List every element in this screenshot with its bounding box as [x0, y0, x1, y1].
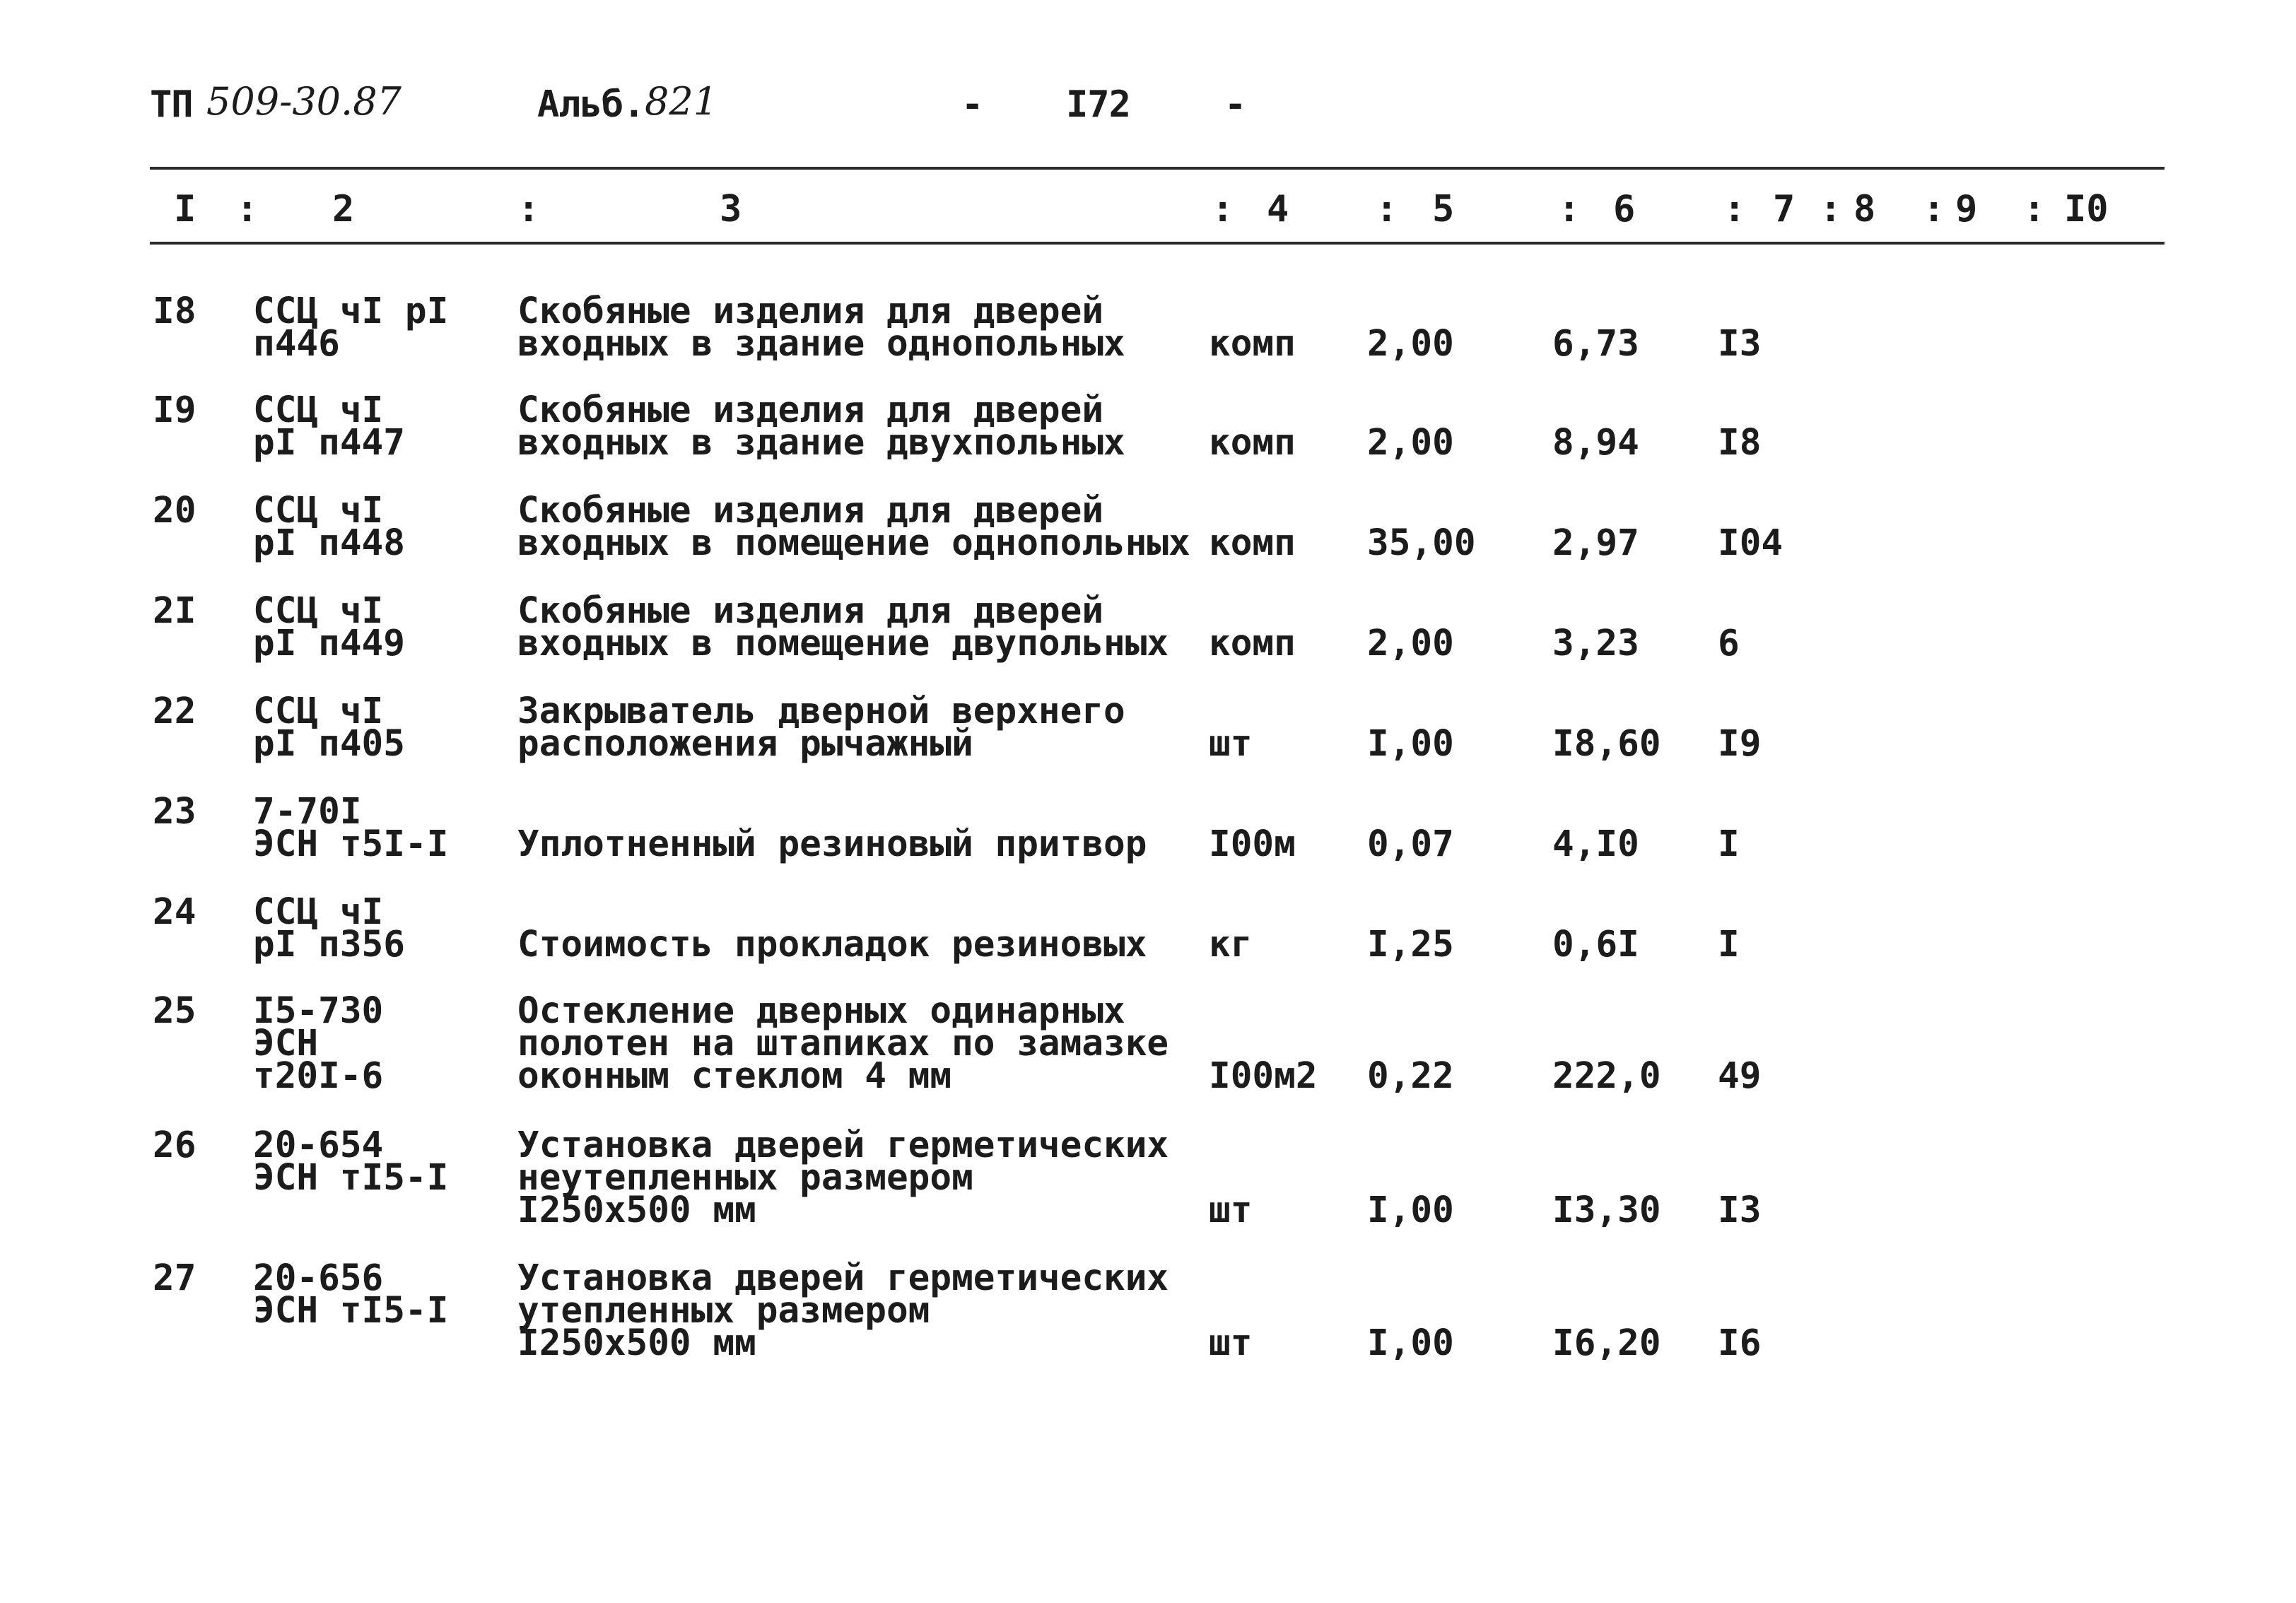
- row-quantity: 2,00: [1367, 422, 1454, 464]
- tp-number: 509-30.87: [206, 79, 402, 124]
- row-unit-price: 4,I0: [1552, 823, 1639, 865]
- row-quantity: I,00: [1367, 1190, 1454, 1231]
- row-total-cost: I3: [1718, 1190, 1762, 1231]
- header-rule-bottom: [150, 242, 2165, 245]
- table-row: [0, 891, 2296, 965]
- row-code: ССЦ чI pI п356: [253, 891, 405, 965]
- row-code: ССЦ чI pI п448: [253, 490, 405, 564]
- table-row: [0, 791, 2296, 865]
- row-code: 20-654 ЭСН тI5-I: [253, 1125, 449, 1199]
- column-separator: :: [1820, 188, 1842, 230]
- row-total-cost: I04: [1718, 522, 1784, 564]
- row-unit-price: I8,60: [1552, 723, 1661, 765]
- table-row: [0, 490, 2296, 564]
- row-code: ССЦ чI pI п446: [253, 290, 449, 365]
- row-name: Установка дверей герметических утепленных размером I250х500 мм: [517, 1257, 1169, 1364]
- table-row: [0, 389, 2296, 464]
- row-unit: комп: [1209, 623, 1296, 664]
- tp-prefix: ТП: [150, 83, 193, 126]
- row-code: ССЦ чI pI п449: [253, 590, 405, 664]
- row-total-cost: I8: [1718, 422, 1762, 464]
- column-separator: :: [1212, 188, 1234, 230]
- row-unit: шт: [1209, 723, 1253, 765]
- row-total-cost: 6: [1718, 623, 1740, 664]
- row-unit: комп: [1209, 323, 1296, 365]
- row-unit-price: 8,94: [1552, 422, 1639, 464]
- row-code: 7-70I ЭСН т5I-I: [253, 791, 449, 865]
- row-number: I8: [153, 290, 197, 332]
- column-label: 2: [332, 188, 355, 230]
- row-quantity: 2,00: [1367, 623, 1454, 664]
- row-total-cost: I6: [1718, 1322, 1762, 1364]
- row-number: 25: [153, 990, 197, 1032]
- column-label: I0: [2064, 188, 2109, 230]
- row-total-cost: 49: [1718, 1055, 1762, 1097]
- row-unit: шт: [1209, 1322, 1253, 1364]
- row-name: Уплотненный резиновый притвор: [517, 823, 1147, 865]
- column-separator: :: [1558, 188, 1581, 230]
- row-name: Скобяные изделия для дверей входных в помещение однопольных: [517, 490, 1190, 564]
- page-number: I72: [1066, 83, 1130, 126]
- row-total-cost: I3: [1718, 323, 1762, 365]
- dash-right: -: [1224, 83, 1246, 126]
- column-label: 8: [1853, 188, 1876, 230]
- row-number: 27: [153, 1257, 197, 1299]
- row-name: Остекление дверных одинарных полотен на штапиках по замазке оконным стеклом 4 мм: [517, 990, 1169, 1097]
- row-unit-price: 2,97: [1552, 522, 1639, 564]
- row-code: ССЦ чI pI п405: [253, 691, 405, 765]
- column-label: 7: [1773, 188, 1796, 230]
- row-name: Установка дверей герметических неутепленных размером I250х500 мм: [517, 1125, 1169, 1231]
- album-number: 821: [645, 79, 718, 124]
- row-unit: комп: [1209, 422, 1296, 464]
- dash-left: -: [961, 83, 983, 126]
- row-name: Стоимость прокладок резиновых: [517, 924, 1147, 965]
- row-unit-price: 6,73: [1552, 323, 1639, 365]
- row-total-cost: I: [1718, 823, 1740, 865]
- row-number: I9: [153, 389, 197, 431]
- row-unit-price: 222,0: [1552, 1055, 1661, 1097]
- row-unit: кг: [1209, 924, 1253, 965]
- row-name: Скобяные изделия для дверей входных в здание однопольных: [517, 290, 1125, 365]
- column-separator: :: [517, 188, 540, 230]
- row-code: ССЦ чI pI п447: [253, 389, 405, 464]
- table-row: [0, 290, 2296, 365]
- row-quantity: I,25: [1367, 924, 1454, 965]
- row-number: 26: [153, 1125, 197, 1166]
- column-separator: :: [1723, 188, 1746, 230]
- row-unit-price: I3,30: [1552, 1190, 1661, 1231]
- row-unit: I00м: [1209, 823, 1296, 865]
- column-label: 6: [1613, 188, 1636, 230]
- header-rule-top: [150, 167, 2165, 170]
- row-unit-price: 3,23: [1552, 623, 1639, 664]
- row-number: 2I: [153, 590, 197, 632]
- row-code: I5-730 ЭСН т20I-6: [253, 990, 384, 1097]
- row-name: Скобяные изделия для дверей входных в здание двухпольных: [517, 389, 1125, 464]
- row-unit: I00м2: [1209, 1055, 1318, 1097]
- column-label: I: [174, 188, 197, 230]
- table-row: [0, 1125, 2296, 1231]
- row-unit: комп: [1209, 522, 1296, 564]
- row-quantity: 2,00: [1367, 323, 1454, 365]
- column-label: 3: [720, 188, 742, 230]
- row-number: 22: [153, 691, 197, 732]
- table-row: [0, 691, 2296, 765]
- row-quantity: I,00: [1367, 1322, 1454, 1364]
- row-name: Закрыватель дверной верхнего расположения рычажный: [517, 691, 1125, 765]
- row-quantity: 35,00: [1367, 522, 1476, 564]
- row-total-cost: I: [1718, 924, 1740, 965]
- table-row: [0, 990, 2296, 1097]
- row-number: 20: [153, 490, 197, 532]
- column-separator: :: [236, 188, 259, 230]
- row-unit: шт: [1209, 1190, 1253, 1231]
- column-label: 9: [1955, 188, 1978, 230]
- table-row: [0, 1257, 2296, 1364]
- row-quantity: 0,22: [1367, 1055, 1454, 1097]
- column-label: 4: [1267, 188, 1289, 230]
- column-separator: :: [1923, 188, 1945, 230]
- row-name: Скобяные изделия для дверей входных в помещение двупольных: [517, 590, 1169, 664]
- row-total-cost: I9: [1718, 723, 1762, 765]
- column-label: 5: [1432, 188, 1455, 230]
- row-code: 20-656 ЭСН тI5-I: [253, 1257, 449, 1332]
- column-separator: :: [1376, 188, 1398, 230]
- row-number: 23: [153, 791, 197, 833]
- album-prefix: Альб.: [537, 83, 645, 126]
- row-number: 24: [153, 891, 197, 933]
- table-row: [0, 590, 2296, 664]
- column-separator: :: [2023, 188, 2046, 230]
- row-unit-price: I6,20: [1552, 1322, 1661, 1364]
- row-quantity: I,00: [1367, 723, 1454, 765]
- row-unit-price: 0,6I: [1552, 924, 1639, 965]
- row-quantity: 0,07: [1367, 823, 1454, 865]
